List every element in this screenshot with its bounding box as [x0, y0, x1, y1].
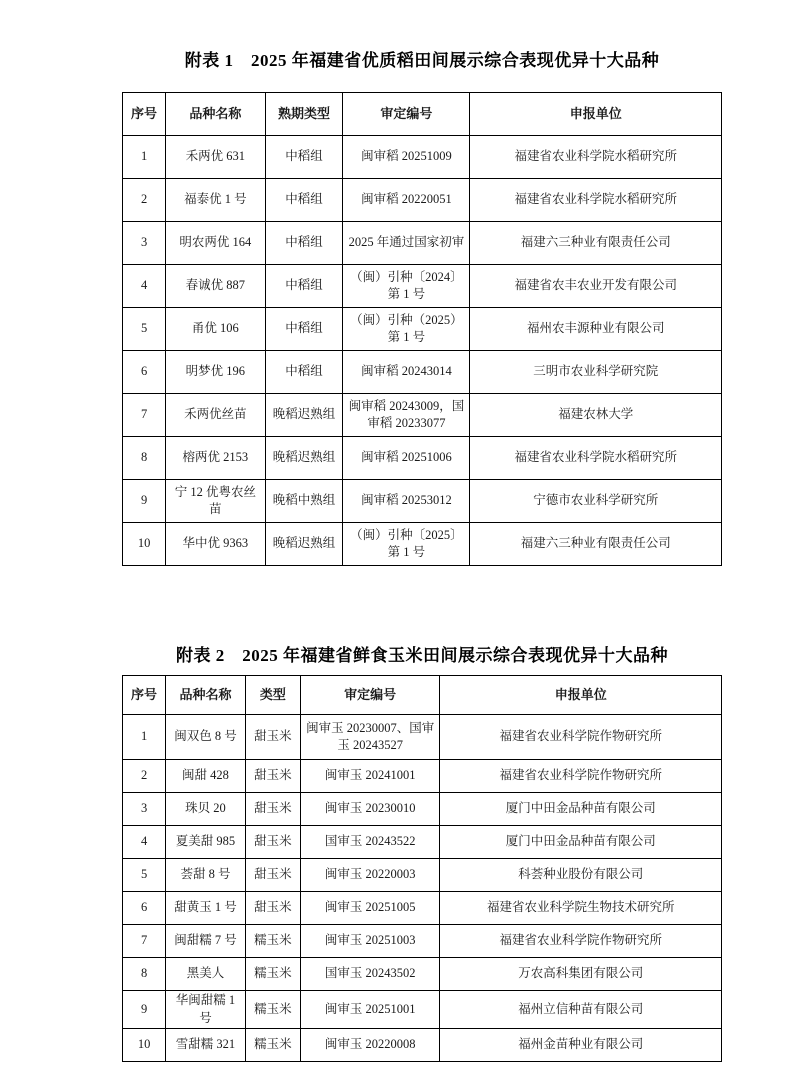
column-header: 审定编号	[300, 676, 440, 715]
table-cell: 福州金苗种业有限公司	[440, 1029, 722, 1062]
table-row	[123, 715, 722, 760]
table-row	[123, 892, 722, 925]
table-cell: 国审玉 20243522	[300, 826, 440, 859]
table-cell: 福建六三种业有限责任公司	[470, 523, 722, 566]
table-cell: 福建省农丰农业开发有限公司	[470, 265, 722, 308]
table-cell: 10	[123, 1029, 166, 1062]
corn-table-title: 附表 2 2025 年福建省鲜食玉米田间展示综合表现优异十大品种	[176, 646, 668, 665]
table-cell: 闽审稻 20253012	[343, 480, 470, 523]
table-cell: 甜玉米	[245, 859, 300, 892]
table-cell: 2	[123, 760, 166, 793]
table-cell: 甜玉米	[245, 793, 300, 826]
table-cell: 甜黄玉 1 号	[166, 892, 246, 925]
table-cell: 福泰优 1 号	[166, 179, 265, 222]
table-cell: 2	[123, 179, 166, 222]
table-cell: 明农两优 164	[166, 222, 265, 265]
table-row	[123, 958, 722, 991]
table-cell: 闽审玉 20241001	[300, 760, 440, 793]
table-row	[123, 308, 722, 351]
table-row	[123, 265, 722, 308]
table-row	[123, 859, 722, 892]
table-cell: 福建省农业科学院水稻研究所	[470, 179, 722, 222]
table-cell: 福建农林大学	[470, 394, 722, 437]
table-cell: （闽）引种〔2025〕第 1 号	[343, 523, 470, 566]
table-cell: 明梦优 196	[166, 351, 265, 394]
table-cell: 10	[123, 523, 166, 566]
table-cell: 中稻组	[265, 136, 343, 179]
table-cell: 闽双色 8 号	[166, 715, 246, 760]
table-row	[123, 437, 722, 480]
table-cell: 春诚优 887	[166, 265, 265, 308]
table-cell: 闽审玉 20220008	[300, 1029, 440, 1062]
table-cell: 福建省农业科学院水稻研究所	[470, 136, 722, 179]
table-cell: 闽审稻 20251009	[343, 136, 470, 179]
table-cell: 晚稻中熟组	[265, 480, 343, 523]
table-cell: 万农高科集团有限公司	[440, 958, 722, 991]
rice-varieties-table	[122, 92, 722, 566]
table-cell: 三明市农业科学研究院	[470, 351, 722, 394]
table-cell: 6	[123, 892, 166, 925]
table-cell: （闽）引种〔2024〕第 1 号	[343, 265, 470, 308]
table-cell: 甜玉米	[245, 826, 300, 859]
table-cell: 1	[123, 715, 166, 760]
table-cell: 晚稻迟熟组	[265, 523, 343, 566]
table-cell: 闽审玉 20251003	[300, 925, 440, 958]
table-cell: 4	[123, 826, 166, 859]
table-cell: 4	[123, 265, 166, 308]
table-cell: 2025 年通过国家初审	[343, 222, 470, 265]
column-header: 序号	[123, 676, 166, 715]
table-row	[123, 179, 722, 222]
table-cell: 闽审稻 20243009，国审稻 20233077	[343, 394, 470, 437]
table-cell: 7	[123, 394, 166, 437]
table-cell: （闽）引种（2025）第 1 号	[343, 308, 470, 351]
table-cell: 榕两优 2153	[166, 437, 265, 480]
table-cell: 9	[123, 480, 166, 523]
table-cell: 糯玉米	[245, 1029, 300, 1062]
table-cell: 甜玉米	[245, 760, 300, 793]
column-header: 类型	[245, 676, 300, 715]
table-cell: 甜玉米	[245, 892, 300, 925]
table-row	[123, 925, 722, 958]
table-cell: 闽审稻 20251006	[343, 437, 470, 480]
table-cell: 晚稻迟熟组	[265, 437, 343, 480]
table-cell: 闽审玉 20230010	[300, 793, 440, 826]
corn-varieties-table	[122, 675, 722, 1062]
table-cell: 华闽甜糯 1 号	[166, 991, 246, 1029]
table-row	[123, 222, 722, 265]
table-cell: 雪甜糯 321	[166, 1029, 246, 1062]
table-cell: 闽甜糯 7 号	[166, 925, 246, 958]
table-cell: 禾两优丝苗	[166, 394, 265, 437]
table-cell: 厦门中田金品种苗有限公司	[440, 793, 722, 826]
table-row	[123, 136, 722, 179]
corn-table-section	[122, 641, 722, 1062]
column-header: 审定编号	[343, 93, 470, 136]
table-cell: 闽审玉 20220003	[300, 859, 440, 892]
table-cell: 闽甜 428	[166, 760, 246, 793]
table-cell: 闽审稻 20243014	[343, 351, 470, 394]
column-header: 序号	[123, 93, 166, 136]
table-cell: 9	[123, 991, 166, 1029]
table-cell: 科荟种业股份有限公司	[440, 859, 722, 892]
column-header: 熟期类型	[265, 93, 343, 136]
table-cell: 中稻组	[265, 351, 343, 394]
table-cell: 宁德市农业科学研究所	[470, 480, 722, 523]
table-cell: 中稻组	[265, 179, 343, 222]
table-cell: 甜玉米	[245, 715, 300, 760]
table-cell: 中稻组	[265, 265, 343, 308]
table-row	[123, 523, 722, 566]
table-cell: 糯玉米	[245, 991, 300, 1029]
table-cell: 闽审玉 20230007、国审玉 20243527	[300, 715, 440, 760]
table-cell: 1	[123, 136, 166, 179]
table-cell: 闽审玉 20251005	[300, 892, 440, 925]
table-cell: 8	[123, 958, 166, 991]
table-cell: 黑美人	[166, 958, 246, 991]
table-cell: 珠贝 20	[166, 793, 246, 826]
table-row	[123, 1029, 722, 1062]
header-row	[123, 93, 722, 136]
column-header: 申报单位	[470, 93, 722, 136]
table-row	[123, 826, 722, 859]
table-cell: 福州农丰源种业有限公司	[470, 308, 722, 351]
table-cell: 宁 12 优粤农丝苗	[166, 480, 265, 523]
table-cell: 福建省农业科学院作物研究所	[440, 760, 722, 793]
table-cell: 6	[123, 351, 166, 394]
table-cell: 糯玉米	[245, 958, 300, 991]
table-cell: 闽审稻 20220051	[343, 179, 470, 222]
table-row	[123, 793, 722, 826]
table-cell: 3	[123, 222, 166, 265]
table-cell: 福建省农业科学院作物研究所	[440, 925, 722, 958]
table-cell: 福建省农业科学院作物研究所	[440, 715, 722, 760]
table-cell: 甬优 106	[166, 308, 265, 351]
table-cell: 8	[123, 437, 166, 480]
table-cell: 福建省农业科学院生物技术研究所	[440, 892, 722, 925]
table-cell: 中稻组	[265, 308, 343, 351]
table-cell: 5	[123, 859, 166, 892]
table-cell: 厦门中田金品种苗有限公司	[440, 826, 722, 859]
table-cell: 福建省农业科学院水稻研究所	[470, 437, 722, 480]
column-header: 申报单位	[440, 676, 722, 715]
table-row	[123, 991, 722, 1029]
table-cell: 5	[123, 308, 166, 351]
table-cell: 国审玉 20243502	[300, 958, 440, 991]
table-row	[123, 480, 722, 523]
table-row	[123, 394, 722, 437]
table-cell: 3	[123, 793, 166, 826]
table-cell: 华中优 9363	[166, 523, 265, 566]
table-row	[123, 760, 722, 793]
table-row	[123, 351, 722, 394]
table-cell: 夏美甜 985	[166, 826, 246, 859]
table-cell: 7	[123, 925, 166, 958]
table-cell: 中稻组	[265, 222, 343, 265]
table-cell: 福州立信种苗有限公司	[440, 991, 722, 1029]
table-cell: 福建六三种业有限责任公司	[470, 222, 722, 265]
column-header: 品种名称	[166, 93, 265, 136]
column-header: 品种名称	[166, 676, 246, 715]
table-cell: 禾两优 631	[166, 136, 265, 179]
table-cell: 荟甜 8 号	[166, 859, 246, 892]
rice-table-title: 附表 1 2025 年福建省优质稻田间展示综合表现优异十大品种	[184, 51, 660, 70]
table-cell: 糯玉米	[245, 925, 300, 958]
table-cell: 闽审玉 20251001	[300, 991, 440, 1029]
header-row	[123, 676, 722, 715]
table-cell: 晚稻迟熟组	[265, 394, 343, 437]
rice-table-section	[122, 46, 722, 566]
